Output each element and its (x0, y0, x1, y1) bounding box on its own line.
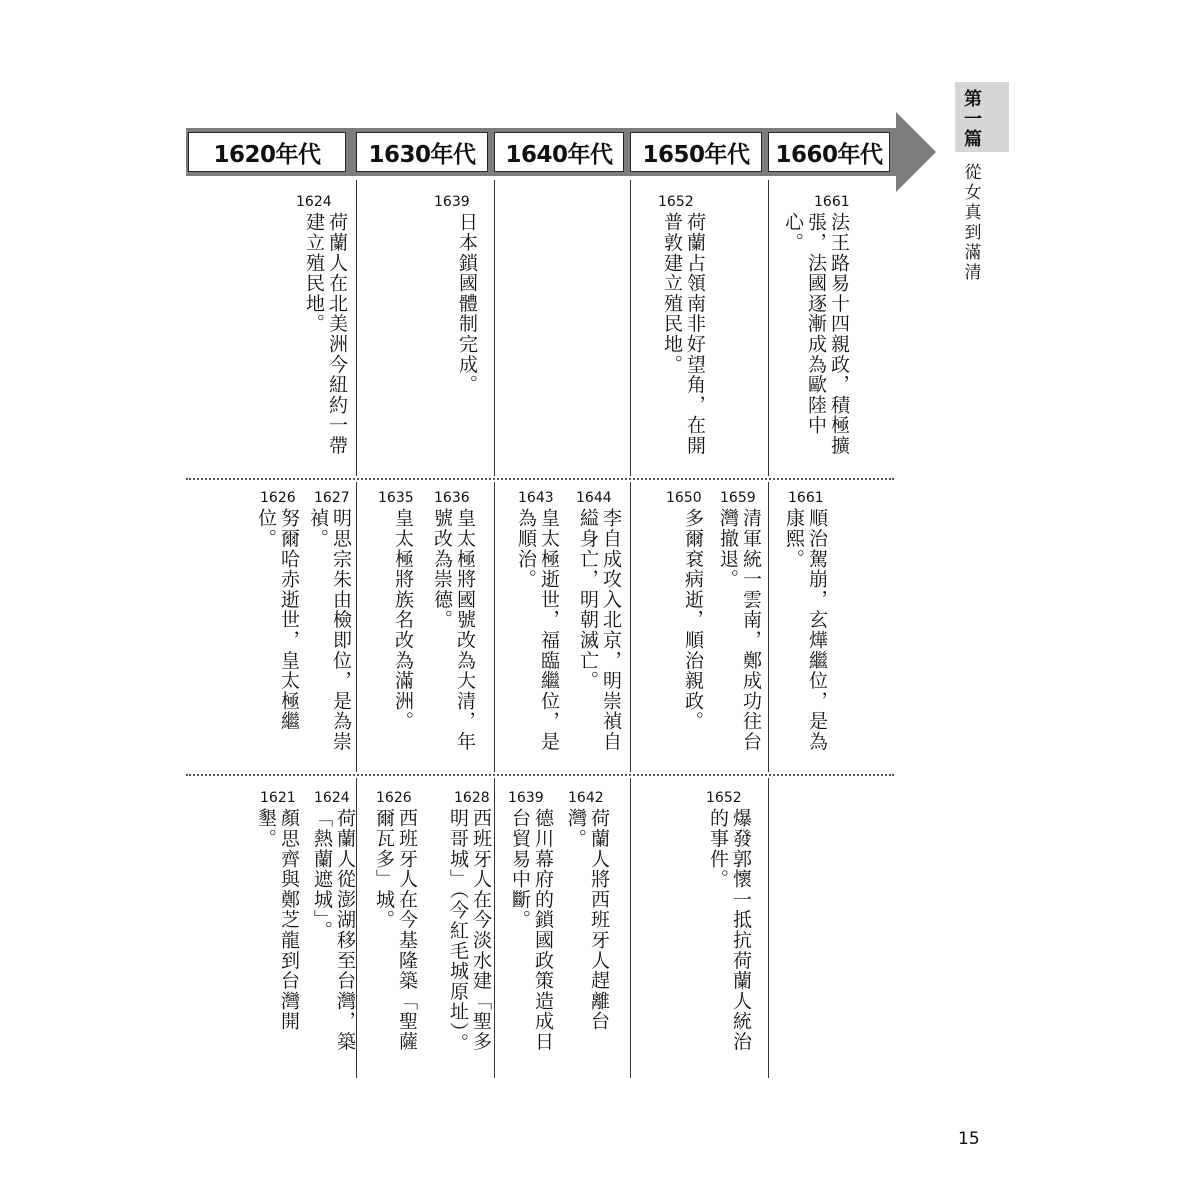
chapter-subtitle: 從女真到滿清 (964, 163, 982, 283)
chapter-tab-label: 第一篇 (964, 89, 982, 150)
event-text: 西班牙人在今基隆築「聖薩爾瓦多」城。 (373, 808, 418, 1052)
event-text: 荷蘭人在北美洲今紐約一帶建立殖民地。 (303, 212, 348, 456)
event-text: 荷蘭人將西班牙人趕離台灣。 (565, 808, 610, 1032)
event-text: 法王路易十四親政，積極擴張，法國逐漸成為歐陸中心。 (782, 212, 850, 456)
event-year: 1624 (296, 194, 332, 210)
event-year: 1642 (568, 790, 604, 806)
event-year: 1659 (720, 490, 756, 506)
event-year: 1661 (788, 490, 824, 506)
event-year: 1624 (314, 790, 350, 806)
column-divider (768, 180, 769, 476)
event-text: 德川幕府的鎖國政策造成日台貿易中斷。 (509, 808, 554, 1052)
event-year: 1644 (576, 490, 612, 506)
event-text: 努爾哈赤逝世，皇太極繼位。 (255, 508, 300, 732)
event-year: 1627 (314, 490, 350, 506)
event-year: 1636 (434, 490, 470, 506)
event-text: 皇太極逝世，福臨繼位，是為順治。 (515, 508, 560, 752)
event-year: 1635 (378, 490, 414, 506)
event-year: 1643 (518, 490, 554, 506)
event-text: 皇太極將國號改為大清，年號改為崇德。 (431, 508, 476, 752)
event-text: 荷蘭占領南非好望角，在開普敦建立殖民地。 (661, 212, 706, 456)
column-divider (356, 778, 357, 1078)
decade-1620s: 1620年代 (188, 132, 346, 172)
event-year: 1639 (434, 194, 470, 210)
event-text: 順治駕崩，玄燁繼位，是為康熙。 (783, 508, 828, 752)
decade-1650s: 1650年代 (630, 132, 762, 172)
event-text: 爆發郭懷一抵抗荷蘭人統治的事件。 (707, 808, 752, 1052)
event-text: 皇太極將族名改為滿洲。 (392, 508, 414, 732)
event-text: 荷蘭人從澎湖移至台灣，築「熱蘭遮城」。 (311, 808, 356, 1052)
event-text: 多爾袞病逝，順治親政。 (682, 508, 704, 732)
event-year: 1626 (376, 790, 412, 806)
column-divider (768, 482, 769, 772)
page-number: 15 (958, 1129, 980, 1149)
column-divider (768, 778, 769, 1078)
event-year: 1650 (666, 490, 702, 506)
column-divider (494, 482, 495, 772)
event-year: 1652 (658, 194, 694, 210)
row-separator (186, 478, 894, 480)
column-divider (356, 180, 357, 476)
event-text: 清軍統一雲南，鄭成功往台灣撤退。 (717, 508, 762, 752)
column-divider (630, 778, 631, 1078)
timeline-arrowhead (896, 112, 936, 192)
event-year: 1652 (706, 790, 742, 806)
event-year: 1639 (508, 790, 544, 806)
event-text: 西班牙人在今淡水建「聖多明哥城」（今紅毛城原址）。 (447, 808, 492, 1053)
event-year: 1621 (260, 790, 296, 806)
decade-1640s: 1640年代 (494, 132, 624, 172)
column-divider (494, 778, 495, 1078)
event-text: 日本鎖國體制完成。 (456, 212, 478, 395)
column-divider (356, 482, 357, 772)
event-text: 明思宗朱由檢即位，是為崇禎。 (307, 508, 352, 752)
event-year: 1626 (260, 490, 296, 506)
event-text: 顏思齊與鄭芝龍到台灣開墾。 (255, 808, 300, 1032)
row-separator (186, 774, 894, 776)
decade-1660s: 1660年代 (768, 132, 890, 172)
column-divider (630, 482, 631, 772)
event-year: 1628 (454, 790, 490, 806)
column-divider (494, 180, 495, 476)
decade-1630s: 1630年代 (356, 132, 488, 172)
event-text: 李自成攻入北京，明崇禎自縊身亡，明朝滅亡。 (577, 508, 622, 752)
event-year: 1661 (814, 194, 850, 210)
column-divider (630, 180, 631, 476)
